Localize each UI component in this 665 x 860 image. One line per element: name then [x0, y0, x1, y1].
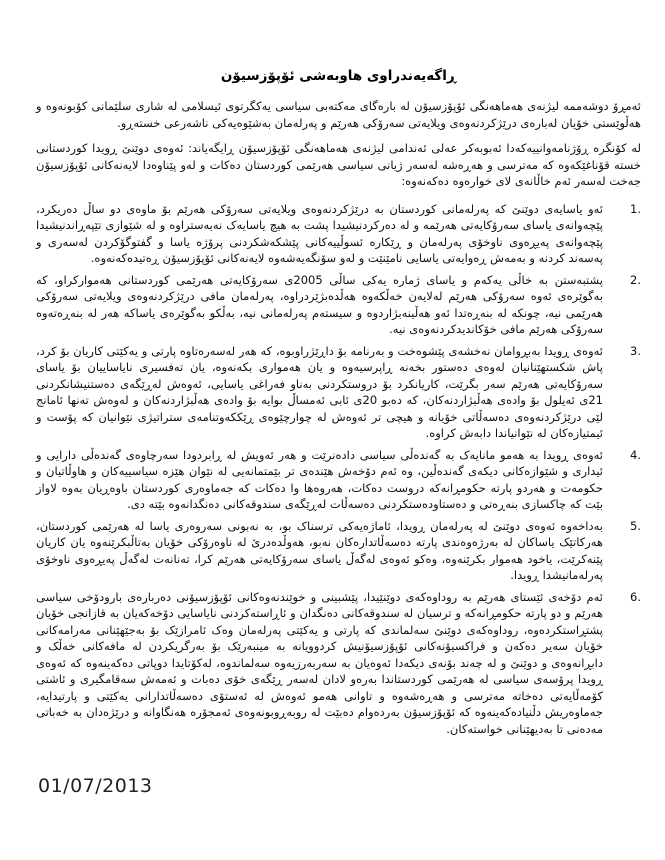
intro-paragraph-2: لە کۆنگرە ڕۆژنامەوانییەکەدا ئەبوبەکر عەلی ئەندامی لیژنەی هەماهەنگی ئۆپۆزسیۆن ڕایگەیاند: ئەوەی دوێنێ ڕویدا کوردستانی خستە قۆناغێکەوە کە مەترسی و هەڕەشە لەسەر ژیانی سیاسی هەرێمی کوردستان دەکات و لەو پێناوەدا لایەنەکانی ئۆپۆزسیۆن جەخت لەسەر ئەم خاڵانەی لای خوارەوە دەکەنەوە:: [36, 141, 641, 188]
list-item-6-number: 6.: [630, 589, 641, 604]
list-item-2: [36, 272, 641, 338]
list-item-3-number: 3.: [630, 343, 641, 358]
list-item-1-text: ئەو یاسایەی دوێنێ کە پەرلەمانی کوردستان بە درێژکردنەوەی ویلایەتی سەرۆکی هەرێم بۆ ماوەی دو ساڵ دەریکرد، پێچەوانەی یاسای سەرۆکایەتی هەرێمە و لە دەرکردنیشیدا پشت بە هیچ یاسایەک نەبەستراوە و لە شێوازی تێپەڕاندنیشیدا پێچەوانەی پەیڕەوی ناوخۆی پەرلەمان و ڕێکارە ئسوڵییەکانی پێشکەشکردنی پرۆژە یاسا و گفتوگۆکردن لەسەری و پەسەند کردنە و بەمەش ڕەوایەتی یاسایی نامێنێت و لەو سۆنگەیەشەوە لایەنەکانی ئۆپۆزسیۆن ڕەتیدەکەنەوە.: [36, 201, 603, 265]
list-item-3: [36, 343, 641, 442]
list-item-6: [36, 589, 641, 738]
list-item-5: [36, 518, 641, 584]
list-item-2-number: 2.: [630, 272, 641, 287]
document-title: ڕاگەیەندراوی هاوبەشی ئۆپۆزسیۆن: [220, 68, 457, 84]
list-item-2-text: پشتبەستن بە خاڵی یەکەم و یاسای ژمارە یەکی ساڵی 2005ی سەرۆکایەتی هەرێمی کوردستانی هەموارکراو، کە بەگوێرەی ئەوە سەرۆکی هەرێم لەلایەن خەڵکەوە هەڵدەبژێردراوە، پەرلەمان مافی درێژکردنەوەی ویلایەتی سەرۆکی هەرێمی نیە، چونکە لە بنەڕەتدا ئەو هەڵینەبژاردوە و سیستەم پەرلەمانی نیە، بەڵکو بەگوێرەی یاساکە هەر لە بنەڕەتەوە سەرۆکی هەرێم مافی خۆکاندیدکردنەوەی نیە.: [36, 272, 603, 336]
list-item-4-number: 4.: [630, 447, 641, 462]
list-item-3-text: ئەوەی ڕویدا بەبڕوامان نەخشەی پێشوەخت و بەرنامە بۆ داڕێژراوبوە، کە هەر لەسەرەتاوە پارتی و یەکێتی کاریان بۆ کرد، پاش شکستهێنانیان لەوەی دەستور بخەنە ڕاپرسیەوە و یان هەمواری بکەنەوە، یان تەفسیری نایاساییان بۆ یاسای سەرۆکایەتی هەرێم سەر بگرێت، کاریانکرد بۆ دروستکردنی بەناو فەراغی یاسایی، ئەوەش لەڕێگەی دەستنیشانکردنی 21ی ئەیلول بۆ وادەی هەڵبژاردنەکان، کە دەبو 20ی ئابی ئەمساڵ بوایە بۆ وادەی هەڵبژاردنەکان و لەوەش تەنها ئامانج لێی درێژکردنەوەی دەسەڵاتی خۆیانە و هیچی تر ئەوەش لە چوارچێوەی ڕێککەوتنامەی ستراتیژی نێوانیان کە پۆست و ئیمتیازەکان لە نێوانیاندا دابەش کراوە.: [36, 343, 603, 440]
intro-paragraph-1: ئەمڕۆ دوشەممە لیژنەی هەماهەنگی ئۆپۆزسیۆن لە بارەگای مەکتەبی سیاسی یەکگرتوی ئیسلامی لە شاری سلێمانی کۆبونەوە و هەڵوێستی خۆیان لەبارەی درێژکردنەوەی ویلایەتی سەرۆکی هەرێم و پەرلەمان بەشێوەیەکی ناشەرعی خستەڕو.: [36, 99, 641, 130]
list-item-4: [36, 447, 641, 513]
list-item-6-text: ئەم دۆخەی ئێستای هەرێم بە روداوەکەی دوێنێیدا، پێشبینی و خوێندنەوەکانی ئۆپۆزسیۆنی دەربارەی بارودۆخی سیاسی هەرێم و دو پارتە حکومڕانەکە و ترسیان لە سندوقەکانی دەنگدان و ئاڕاستەکردنی نایاسایی دۆخەکەیان بە قازانجی خۆیان پشتڕاستکردەوە، روداوەکەی دوێنێ سەلماندی کە پارتی و یەکێتی پەرلەمان وەک ئامرازێک بۆ بەجێهێنانی مەرامەکانی خۆیان سەیر دەکەن و فراکسیۆنەکانی ئۆپۆزسیۆنیش کردوویانە بە مینبەرێک بۆ بەرگریکردن لە مافەکانی خەڵک و دابڕانەوەی و دوێنێ و لە چەند بۆنەی دیکەدا ئەوەیان بە سەربەرزیەوە سەلماندوە، لەکۆتایدا دوپاتی دەکەینەوە کە ئەوەی ڕویدا پرۆسەی سیاسی لە هەرێمی کوردستاندا بەرەو لادان لەسەر ڕێگەی خۆی دەبات و ئەمەش سەقامگیری و ئاشتی کۆمەڵایەتی دەخاتە مەترسی و هەڕەشەوە و تاوانی هەمو ئەوەش لە ئەستۆی دەسەڵاتدارانی یەکێتی و پارتیدایە، جەماوەریش دڵنیادەکەینەوە کە ئۆپۆزسیۆن بەردەوام دەبێت لە روبەڕوبونەوەی ئەمجۆرە هەنگاوانە و درێژەدان بە خەباتی مەدەنی تا بەدیهێنانی خواستەکان.: [36, 589, 603, 736]
list-item-5-number: 5.: [630, 518, 641, 533]
list-item-5-text: بەداخەوە ئەوەی دوێنێ لە پەرلەمان ڕویدا، ئاماژەیەکی ترسناک بو، بە نەبونی سەروەری یاسا لە هەرێمی کوردستان، هەرکاتێک یاساکان لە بەرژەوەندی پارتە دەسەڵاتدارەکان نەبو، هەوڵدەدرێ لە ناوەرۆکی خۆیان بەتاڵبکرێنەوە یان کاریان پێنەکرێت، یاخود هەموار بکرێنەوە، وەکو ئەوەی لەگەڵ یاسای سەرۆکایەتی هەرێم کرا، تەنانەت لەگەڵ پەیڕەوی ناوخۆی پەرلەمانیشدا ڕویدا.: [36, 518, 603, 582]
list-item-1: [36, 201, 641, 267]
statement-points-list: [36, 201, 641, 738]
list-item-4-text: ئەوەی ڕویدا بە هەمو مانایەک بە گەندەڵی سیاسی دادەنرێت و هەر ئەویش لە ڕابردودا سەرچاوەی گەندەڵی دارایی و ئیداری و شێوازەکانی دیکەی گەندەڵین، وە ئەم دۆخەش هێندەی تر بێمتمانەیی لە نێوان هێزە سیاسییەکان و هاوڵاتیان و حکومەت و هەردو پارتە حکومڕانەکە دروست دەکات، هەروەها وا دەکات کە جەماوەری کوردستان باوەڕیان بەوە لاواز بێت کە چاکسازی بنەڕەتی و دەستاودەستکردنی دەسەڵات لەڕێگەی سندوقەکانی دەنگدانەوە بێتە دی.: [36, 447, 603, 511]
list-item-1-number: 1.: [630, 201, 641, 216]
document-date: 01/07/2013: [38, 775, 153, 797]
